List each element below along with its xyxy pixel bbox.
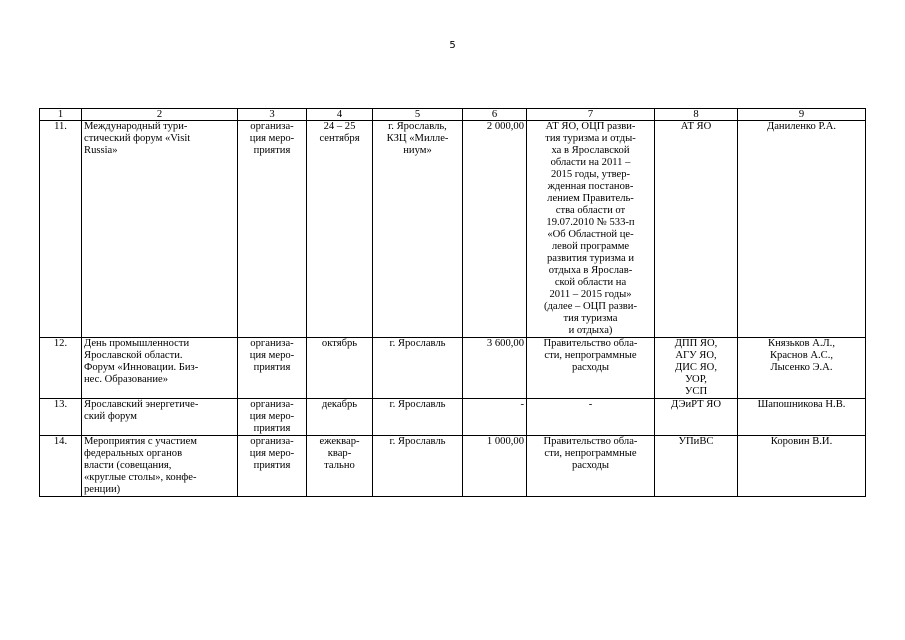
cell-event-name-line: Ярославской области. bbox=[84, 350, 183, 361]
cell-funding-source-line: Правительство обла- bbox=[543, 436, 638, 447]
cell-amount: 1 000,00 bbox=[463, 436, 527, 497]
cell-executor-line: УСП bbox=[684, 386, 708, 397]
cell-event-name-line: «круглые столы», конфе- bbox=[84, 472, 197, 483]
cell-executor-line: АГУ ЯО, bbox=[675, 350, 717, 361]
cell-place-line: г. Ярославль bbox=[389, 399, 446, 410]
cell-funding-source-line: и отдыха) bbox=[568, 325, 613, 336]
cell-responsible bbox=[738, 399, 866, 436]
cell-funding-source bbox=[527, 436, 655, 497]
cell-event-name-line: Russia» bbox=[84, 145, 118, 156]
cell-executor-line: ДЭиРТ ЯО bbox=[670, 399, 721, 410]
cell-event-name bbox=[82, 338, 238, 399]
cell-responsible-line: Коровин В.И. bbox=[770, 436, 833, 447]
cell-place bbox=[373, 399, 463, 436]
cell-executor-line: УОР, bbox=[685, 374, 707, 385]
cell-event-name-line: ский форум bbox=[84, 411, 138, 422]
cell-event-name-line: власти (совещания, bbox=[84, 460, 172, 471]
cell-event-type-line: приятия bbox=[253, 362, 291, 373]
cell-event-type-line: приятия bbox=[253, 460, 291, 471]
cell-place-line: г. Ярославль bbox=[389, 436, 446, 447]
cell-place-line: ниум» bbox=[403, 145, 432, 156]
cell-responsible bbox=[738, 436, 866, 497]
cell-responsible-line: Даниленко Р.А. bbox=[767, 121, 836, 132]
cell-funding-source-line: ской области на bbox=[554, 277, 627, 288]
cell-funding-source-line: АТ ЯО, ОЦП разви- bbox=[545, 121, 636, 132]
cell-funding-source-line: области на 2011 – bbox=[550, 157, 631, 168]
cell-funding-source-line: левой программе bbox=[551, 241, 630, 252]
events-table bbox=[39, 108, 866, 497]
cell-event-name-line: Международный тури- bbox=[84, 121, 188, 132]
cell-funding-source-line: ства области от bbox=[555, 205, 626, 216]
cell-executor bbox=[655, 121, 738, 338]
cell-event-type bbox=[238, 399, 307, 436]
cell-number: 14. bbox=[40, 436, 82, 497]
table-body bbox=[40, 109, 866, 497]
cell-responsible-line: Князьков А.Л., bbox=[768, 338, 835, 349]
cell-event-name-line: стический форум «Visit bbox=[84, 133, 191, 144]
cell-responsible-line: Шапошникова Н.В. bbox=[757, 399, 846, 410]
header-col-4: 4 bbox=[307, 109, 373, 121]
cell-date-line: декабрь bbox=[321, 399, 358, 410]
cell-place bbox=[373, 436, 463, 497]
cell-place-line: г. Ярославль bbox=[389, 338, 446, 349]
cell-amount: 2 000,00 bbox=[463, 121, 527, 338]
cell-place bbox=[373, 121, 463, 338]
cell-executor-line: ДПП ЯО, bbox=[674, 338, 718, 349]
cell-number: 12. bbox=[40, 338, 82, 399]
cell-executor bbox=[655, 436, 738, 497]
cell-event-type bbox=[238, 436, 307, 497]
table-row bbox=[40, 121, 866, 338]
cell-date-line: тально bbox=[324, 460, 355, 471]
table-row bbox=[40, 399, 866, 436]
cell-number: 13. bbox=[40, 399, 82, 436]
cell-funding-source-line: 19.07.2010 № 533-п bbox=[546, 217, 635, 228]
cell-date-line: октябрь bbox=[321, 338, 358, 349]
cell-responsible bbox=[738, 121, 866, 338]
cell-number: 11. bbox=[40, 121, 82, 338]
cell-responsible bbox=[738, 338, 866, 399]
cell-funding-source-line: 2015 годы, утвер- bbox=[550, 169, 631, 180]
cell-funding-source-line: сти, непрограммные bbox=[544, 448, 637, 459]
header-col-3: 3 bbox=[238, 109, 307, 121]
cell-event-type-line: организа- bbox=[250, 436, 294, 447]
cell-funding-source-line: расходы bbox=[572, 362, 609, 373]
cell-funding-source-line: «Об Областной це- bbox=[547, 229, 634, 240]
cell-event-name bbox=[82, 121, 238, 338]
cell-funding-source-line: тия туризма bbox=[563, 313, 618, 324]
header-col-5: 5 bbox=[373, 109, 463, 121]
cell-funding-source-line: лением Правитель- bbox=[547, 193, 634, 204]
cell-event-name-line: нес. Образование» bbox=[84, 374, 168, 385]
cell-event-name-line: федеральных органов bbox=[84, 448, 183, 459]
cell-funding-source bbox=[527, 121, 655, 338]
cell-event-name bbox=[82, 436, 238, 497]
cell-event-name-line: Ярославский энергетиче- bbox=[84, 399, 199, 410]
cell-event-name-line: Форум «Инновации. Биз- bbox=[84, 362, 199, 373]
cell-funding-source bbox=[527, 399, 655, 436]
cell-event-name-line: Мероприятия с участием bbox=[84, 436, 197, 447]
cell-date-line: ежеквар- bbox=[319, 436, 360, 447]
table-row bbox=[40, 338, 866, 399]
cell-responsible-line: Лысенко Э.А. bbox=[770, 362, 833, 373]
header-row bbox=[40, 109, 866, 121]
cell-event-name-line: День промышленности bbox=[84, 338, 190, 349]
cell-funding-source-line: отдыха в Ярослав- bbox=[548, 265, 633, 276]
cell-event-type-line: приятия bbox=[253, 423, 291, 434]
header-col-8: 8 bbox=[655, 109, 738, 121]
cell-responsible-line: Краснов А.С., bbox=[769, 350, 834, 361]
cell-event-type-line: ция меро- bbox=[249, 448, 295, 459]
cell-amount: 3 600,00 bbox=[463, 338, 527, 399]
header-col-1: 1 bbox=[40, 109, 82, 121]
cell-date bbox=[307, 121, 373, 338]
cell-executor-line: ДИС ЯО, bbox=[675, 362, 717, 373]
cell-event-type bbox=[238, 338, 307, 399]
table-row bbox=[40, 436, 866, 497]
cell-funding-source-line: - bbox=[588, 399, 593, 410]
cell-date-line: сентября bbox=[319, 133, 360, 144]
cell-funding-source-line: расходы bbox=[572, 460, 609, 471]
header-col-6: 6 bbox=[463, 109, 527, 121]
cell-funding-source-line: (далее – ОЦП разви- bbox=[544, 301, 637, 312]
cell-event-type-line: ция меро- bbox=[249, 133, 295, 144]
cell-funding-source-line: жденная постанов- bbox=[547, 181, 634, 192]
cell-place bbox=[373, 338, 463, 399]
cell-executor-line: УПиВС bbox=[678, 436, 714, 447]
cell-executor bbox=[655, 399, 738, 436]
cell-date-line: квар- bbox=[327, 448, 352, 459]
cell-event-type-line: организа- bbox=[250, 338, 294, 349]
cell-funding-source-line: развития туризма и bbox=[546, 253, 635, 264]
cell-amount: - bbox=[463, 399, 527, 436]
cell-event-name-line: ренции) bbox=[84, 484, 121, 495]
cell-date bbox=[307, 399, 373, 436]
cell-event-name bbox=[82, 399, 238, 436]
cell-funding-source-line: 2011 – 2015 годы» bbox=[549, 289, 632, 300]
header-col-2: 2 bbox=[82, 109, 238, 121]
cell-executor-line: АТ ЯО bbox=[680, 121, 712, 132]
cell-funding-source-line: сти, непрограммные bbox=[544, 350, 637, 361]
cell-executor bbox=[655, 338, 738, 399]
page-number: 5 bbox=[449, 40, 456, 51]
cell-funding-source bbox=[527, 338, 655, 399]
cell-event-type-line: ция меро- bbox=[249, 350, 295, 361]
cell-event-type bbox=[238, 121, 307, 338]
header-col-9: 9 bbox=[738, 109, 866, 121]
cell-funding-source-line: Правительство обла- bbox=[543, 338, 638, 349]
cell-place-line: КЗЦ «Милле- bbox=[386, 133, 449, 144]
header-col-7: 7 bbox=[527, 109, 655, 121]
cell-event-type-line: ция меро- bbox=[249, 411, 295, 422]
cell-funding-source-line: ха в Ярославской bbox=[551, 145, 630, 156]
cell-event-type-line: приятия bbox=[253, 145, 291, 156]
cell-event-type-line: организа- bbox=[250, 399, 294, 410]
cell-funding-source-line: тия туризма и отды- bbox=[545, 133, 636, 144]
cell-date-line: 24 – 25 bbox=[323, 121, 356, 132]
cell-date bbox=[307, 338, 373, 399]
cell-place-line: г. Ярославль, bbox=[388, 121, 447, 132]
cell-event-type-line: организа- bbox=[250, 121, 294, 132]
cell-date bbox=[307, 436, 373, 497]
